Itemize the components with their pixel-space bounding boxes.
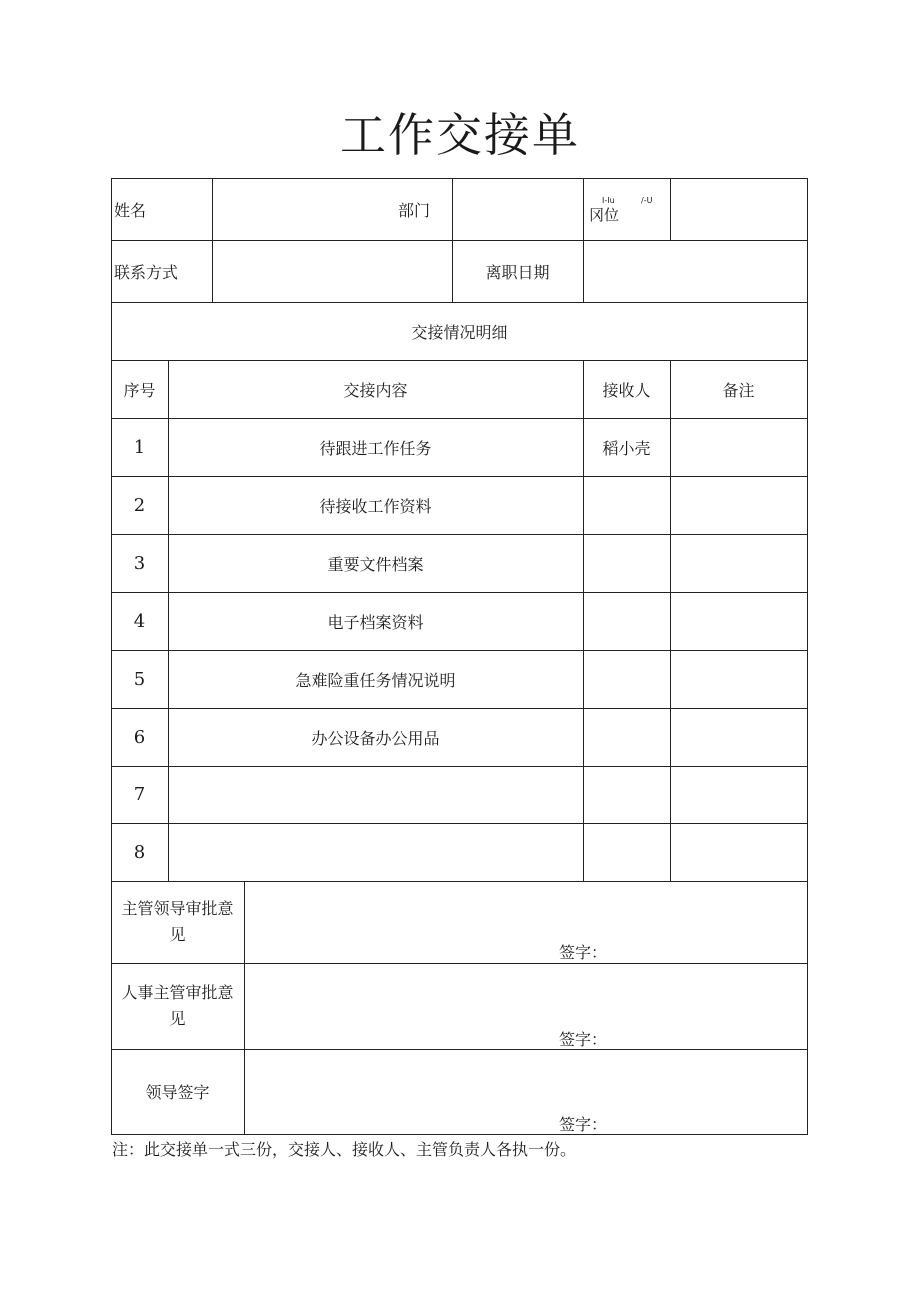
dept-label: 部门 [397, 200, 430, 220]
footnote: 注：此交接单一式三份，交接人、接收人、主管负责人各执一份。 [112, 1140, 577, 1159]
row-receiver[interactable]: 稻小壳 [602, 438, 651, 458]
row-content: 办公设备办公用品 [311, 728, 440, 748]
row-remark[interactable] [670, 766, 807, 823]
name-label: 姓名 [114, 200, 147, 220]
contact-field[interactable] [212, 240, 452, 302]
row-no: 8 [133, 841, 146, 863]
row-content[interactable] [168, 823, 583, 881]
signature-label: 签字： [559, 1115, 608, 1134]
row-no: 6 [133, 726, 146, 748]
contact-label: 联系方式 [114, 262, 179, 282]
signature-label: 签字： [559, 943, 608, 962]
row-receiver[interactable] [583, 476, 670, 534]
leader-sign-label: 领导签字 [145, 1083, 210, 1102]
hr-approval-label [111, 963, 244, 1049]
position-mark-2: /-U [641, 196, 653, 205]
supervisor-approval-label [111, 881, 244, 963]
leader-sign-field[interactable] [244, 1049, 807, 1134]
row-no: 7 [133, 784, 146, 805]
row-remark[interactable] [670, 418, 807, 476]
row-receiver[interactable] [583, 708, 670, 766]
row-no: 2 [133, 494, 146, 516]
row-content: 待接收工作资料 [319, 496, 432, 516]
row-content: 重要文件档案 [327, 554, 424, 574]
row-receiver[interactable] [583, 823, 670, 881]
leave-date-field[interactable] [583, 240, 807, 302]
approval-label-line: 主管领导审批意 [121, 899, 234, 918]
row-content: 待跟进工作任务 [319, 438, 432, 458]
row-remark[interactable] [670, 650, 807, 708]
col-header-content: 交接内容 [343, 380, 408, 400]
page-title: 工作交接单 [340, 108, 580, 162]
row-no: 5 [133, 668, 146, 690]
row-content[interactable] [168, 766, 583, 823]
row-receiver[interactable] [583, 650, 670, 708]
row-remark[interactable] [670, 592, 807, 650]
row-no: 1 [133, 436, 146, 458]
row-receiver[interactable] [583, 766, 670, 823]
position-mark-1: I-Iu [602, 196, 615, 205]
section-title: 交接情况明细 [411, 322, 508, 342]
row-receiver[interactable] [583, 534, 670, 592]
signature-label: 签字： [559, 1030, 608, 1049]
row-remark[interactable] [670, 708, 807, 766]
row-remark[interactable] [670, 823, 807, 881]
col-header-remark: 备注 [722, 380, 755, 400]
row-remark[interactable] [670, 534, 807, 592]
approval-label-line: 见 [169, 1009, 186, 1028]
position-label: 冈位 [589, 205, 620, 224]
handover-form-table [111, 178, 808, 1135]
row-content: 电子档案资料 [327, 612, 424, 632]
col-header-receiver: 接收人 [602, 380, 651, 400]
approval-label-line: 人事主管审批意 [121, 983, 234, 1002]
position-field[interactable] [670, 178, 807, 240]
hr-approval-field[interactable] [244, 963, 807, 1049]
row-content: 急难险重任务情况说明 [295, 670, 456, 690]
row-no: 4 [133, 610, 146, 632]
approval-label-line: 见 [169, 925, 186, 944]
row-receiver[interactable] [583, 592, 670, 650]
col-header-no: 序号 [123, 380, 156, 400]
supervisor-approval-field[interactable] [244, 881, 807, 963]
leave-date-label: 离职日期 [485, 262, 550, 282]
dept-field[interactable] [452, 178, 583, 240]
row-remark[interactable] [670, 476, 807, 534]
row-no: 3 [133, 552, 146, 574]
